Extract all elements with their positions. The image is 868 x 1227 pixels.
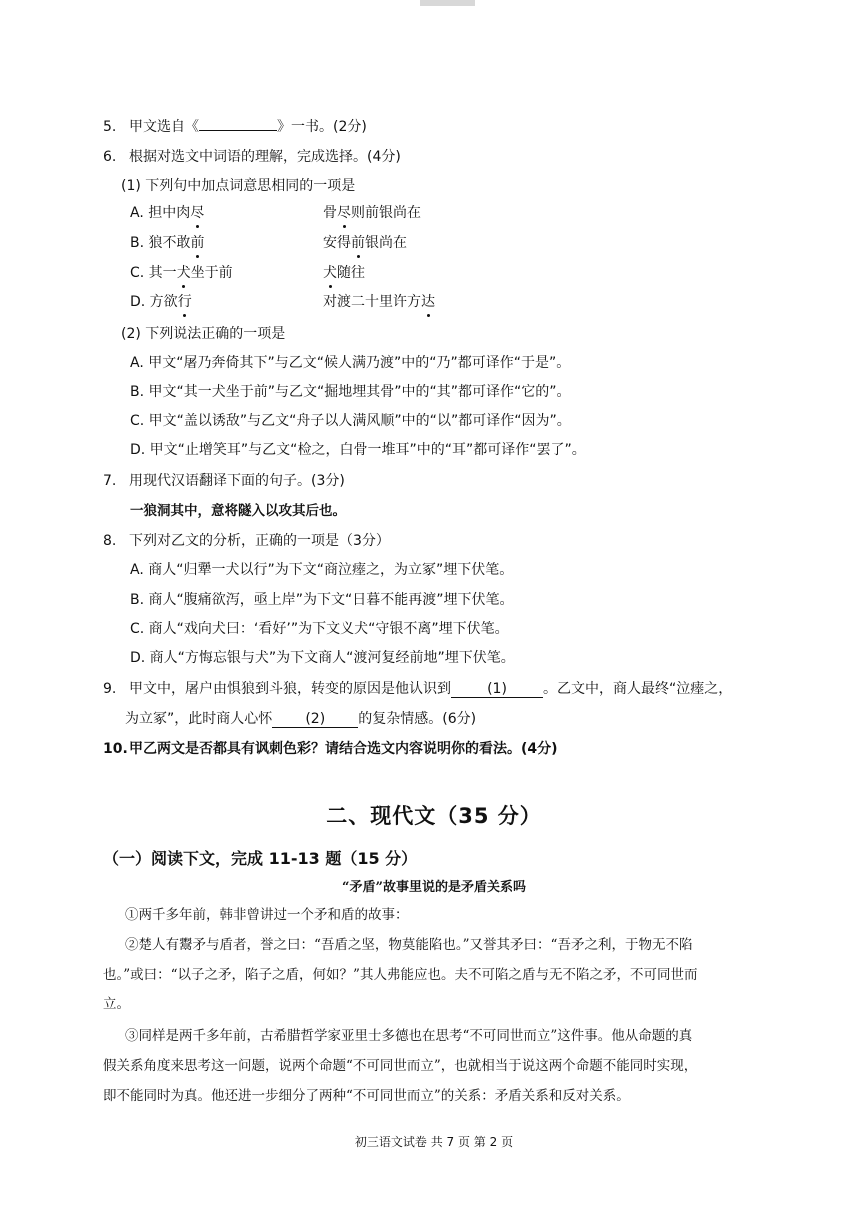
question-9-line2: 为立冢”，此时商人心怀 (2) 的复杂情感。(6分) xyxy=(125,711,477,727)
article-title: “矛盾”故事里说的是矛盾关系吗 xyxy=(342,880,526,895)
article-paragraph-2: ②楚人有鬻矛与盾者，誉之曰：“吾盾之坚，物莫能陷也。”又誉其矛曰：“吾矛之利，于物无不陷 xyxy=(125,937,693,953)
option-c: C. 商人“戏向犬曰：‘看好’”为下文义犬“守银不离”埋下伏笔。 xyxy=(130,621,509,637)
option-a: A. 商人“归犟一犬以行”为下文“商泣瘗之，为立冢”埋下伏笔。 xyxy=(130,562,514,578)
article-paragraph-3: ③同样是两千多年前，古希腊哲学家亚里士多德也在思考“不可同世而立”这件事。他从命题的真 xyxy=(125,1028,693,1044)
question-5: 5. 甲文选自《 》一书。(2分) xyxy=(103,119,367,135)
part-title: （一）阅读下文，完成 11-13 题（15 分） xyxy=(103,849,418,868)
scan-mark xyxy=(420,0,475,6)
answer-blank-1[interactable]: (1) xyxy=(451,681,543,698)
translation-sentence: 一狼洞其中，意将隧入以攻其后也。 xyxy=(130,503,346,519)
option-row-c: C. 其一犬坐于前 犬随往 xyxy=(130,265,365,281)
option-c: C. 甲文“盖以诱敌”与乙文“舟子以人满风顺”中的“以”都可译作“因为”。 xyxy=(130,413,571,429)
page-footer: 初三语文试卷 共 7 页 第 2 页 xyxy=(354,1135,514,1149)
question-7: 7. 用现代汉语翻译下面的句子。(3分) xyxy=(103,473,345,489)
article-paragraph-3-cont: 假关系角度来思考这一问题，说两个命题“不可同世而立”，也就相当于说这两个命题不能同时实现， xyxy=(103,1058,698,1074)
question-8: 8. 下列对乙文的分析，正确的一项是（3分） xyxy=(103,533,390,549)
option-d: D. 商人“方悔忘银与犬”为下文商人“渡河复经前地”埋下伏笔。 xyxy=(130,650,515,666)
sub-question-1: (1) 下列句中加点词意思相同的一项是 xyxy=(121,178,356,194)
option-b: B. 商人“腹痛欲泻，亟上岸”为下文“日暮不能再渡”埋下伏笔。 xyxy=(130,592,514,608)
option-row-a: A. 担中肉尽 骨尽则前银尚在 xyxy=(130,205,421,221)
sub-question-2: (2) 下列说法正确的一项是 xyxy=(121,326,286,342)
question-9: 9. 甲文中，屠户由惧狼到斗狼，转变的原因是他认识到 (1) 。乙文中，商人最终“泣瘗之， xyxy=(103,681,733,697)
question-6: 6. 根据对选文中词语的理解，完成选择。(4分) xyxy=(103,149,401,165)
option-b: B. 甲文“其一犬坐于前”与乙文“掘地埋其骨”中的“其”都可译作“它的”。 xyxy=(130,384,571,400)
article-paragraph-3-end: 即不能同时为真。他还进一步细分了两种“不可同世而立”的关系：矛盾关系和反对关系。 xyxy=(103,1088,630,1104)
answer-blank[interactable] xyxy=(199,130,277,131)
article-paragraph-1: ①两千多年前，韩非曾讲过一个矛和盾的故事： xyxy=(125,907,409,923)
option-a: A. 甲文“屠乃奔倚其下”与乙文“候人满乃渡”中的“乃”都可译作“于是”。 xyxy=(130,355,571,371)
option-row-d: D. 方欲行 对渡二十里许方达 xyxy=(130,294,435,310)
article-paragraph-2-end: 立。 xyxy=(103,996,130,1012)
option-row-b: B. 狼不敢前 安得前银尚在 xyxy=(130,235,407,251)
section-title: 二、现代文（35 分） xyxy=(326,804,542,828)
option-d: D. 甲文“止增笑耳”与乙文“检之，白骨一堆耳”中的“耳”都可译作“罢了”。 xyxy=(130,442,586,458)
question-10: 10.甲乙两文是否都具有讽刺色彩？请结合选文内容说明你的看法。(4分) xyxy=(103,741,558,757)
answer-blank-2[interactable]: (2) xyxy=(272,711,358,728)
article-paragraph-2-cont: 也。”或曰：“以子之矛，陷子之盾，何如？”其人弗能应也。夫不可陷之盾与无不陷之矛，不可同世而 xyxy=(103,967,698,983)
